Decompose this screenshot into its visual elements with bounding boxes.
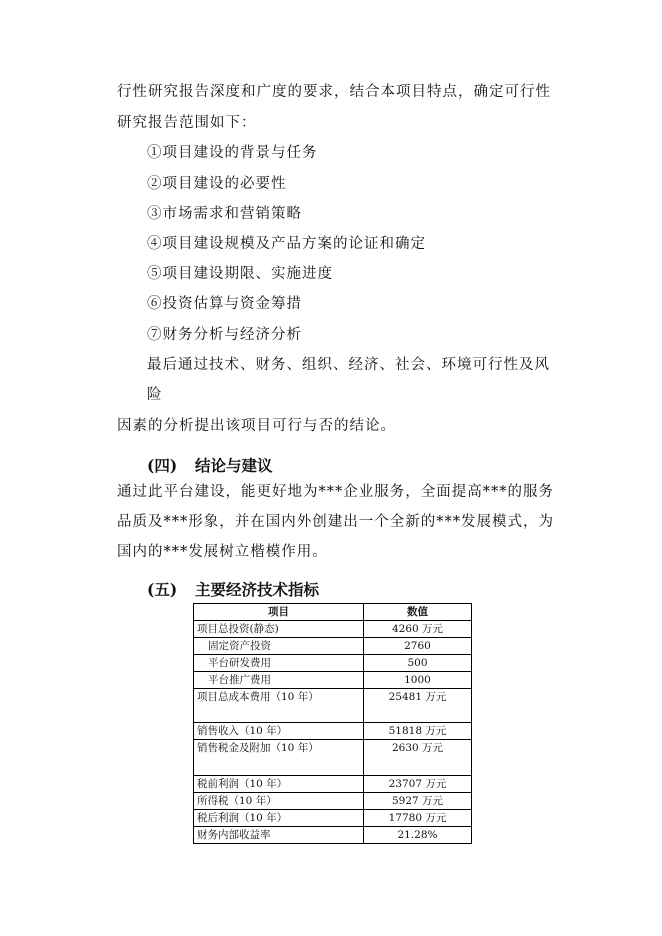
table-row (194, 672, 472, 689)
section-heading-5 (147, 578, 319, 600)
table-row (194, 689, 472, 723)
section-number: (四) (147, 456, 178, 475)
table-cell-value: 51818 万元 (364, 723, 472, 740)
table-row (194, 723, 472, 740)
table-cell-item: 固定资产投资 (194, 638, 364, 655)
scope-list-item: ②项目建设的必要性 (147, 176, 287, 192)
table-cell-value: 25481 万元 (364, 689, 472, 723)
table-cell-item: 平台推广费用 (194, 672, 364, 689)
paragraph-line: 险 (147, 387, 163, 403)
paragraph-line: 最后通过技术、财务、组织、经济、社会、环境可行性及风 (147, 357, 550, 373)
paragraph-line: 研究报告范围如下： (117, 115, 257, 131)
table-cell-item: 税前利润（10 年） (194, 776, 364, 793)
paragraph-line: 国内的***发展树立楷模作用。 (117, 544, 328, 560)
section-heading-4 (147, 454, 273, 476)
table-row (194, 827, 472, 844)
table-cell-item: 销售收入（10 年） (194, 723, 364, 740)
table-cell-value: 5927 万元 (364, 793, 472, 810)
table-cell-value: 2760 (364, 638, 472, 655)
table-header-value: 数值 (364, 604, 472, 621)
table-row (194, 776, 472, 793)
table-row (194, 621, 472, 638)
scope-list-item: ⑥投资估算与资金筹措 (147, 296, 302, 312)
table-cell-value: 17780 万元 (364, 810, 472, 827)
scope-list-item: ⑦财务分析与经济分析 (147, 327, 302, 343)
table-header-row (194, 604, 472, 621)
paragraph-line: 通过此平台建设，能更好地为***企业服务，全面提高***的服务 (117, 484, 554, 500)
table-cell-value: 23707 万元 (364, 776, 472, 793)
table-header-item: 项目 (194, 604, 364, 621)
table-row (194, 655, 472, 672)
paragraph-line: 行性研究报告深度和广度的要求，结合本项目特点，确定可行性 (117, 84, 551, 100)
table-cell-value: 4260 万元 (364, 621, 472, 638)
table-cell-item: 项目总成本费用（10 年） (194, 689, 364, 723)
section-title: 结论与建议 (195, 456, 273, 475)
table-cell-value: 1000 (364, 672, 472, 689)
paragraph-line: 品质及***形象，并在国内外创建出一个全新的***发展模式，为 (117, 514, 554, 530)
table-cell-item: 销售税金及附加（10 年） (194, 740, 364, 776)
paragraph-line: 因素的分析提出该项目可行与否的结论。 (117, 418, 396, 434)
table-cell-value: 21.28% (364, 827, 472, 844)
indicators-table (193, 603, 472, 844)
table-row (194, 638, 472, 655)
scope-list-item: ④项目建设规模及产品方案的论证和确定 (147, 236, 426, 252)
table-row (194, 793, 472, 810)
section-title: 主要经济技术指标 (195, 580, 320, 599)
table-cell-item: 项目总投资(静态) (194, 621, 364, 638)
table-cell-item: 所得税（10 年） (194, 793, 364, 810)
table-cell-item: 平台研发费用 (194, 655, 364, 672)
scope-list-item: ⑤项目建设期限、实施进度 (147, 266, 333, 282)
table-cell-value: 500 (364, 655, 472, 672)
table-cell-value: 2630 万元 (364, 740, 472, 776)
table-cell-item: 税后利润（10 年） (194, 810, 364, 827)
scope-list-item: ③市场需求和营销策略 (147, 206, 302, 222)
table-row (194, 810, 472, 827)
scope-list-item: ①项目建设的背景与任务 (147, 145, 318, 161)
table-cell-item: 财务内部收益率 (194, 827, 364, 844)
table-row (194, 740, 472, 776)
section-number: (五) (147, 580, 178, 599)
